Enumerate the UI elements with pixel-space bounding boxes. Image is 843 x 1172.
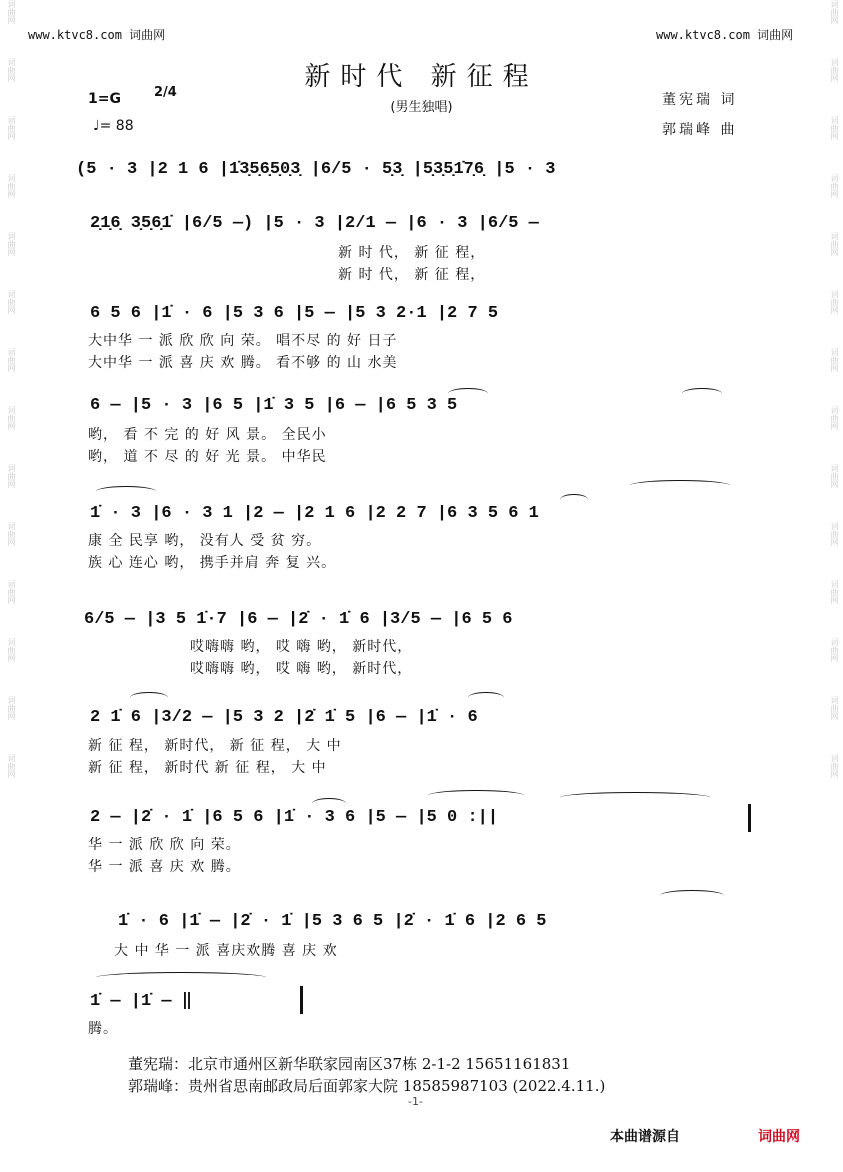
score-row-8-lyric-2: 华 一 派 喜 庆 欢 腾。	[88, 859, 241, 875]
tempo-marking: ♩= 88	[93, 118, 134, 134]
composer-credit: 郭瑞峰 曲	[662, 122, 738, 138]
score-row-1-notes: (5 · 3 |2 1 6 |1̇3̣5̣6̣5̣0̣3̣ |6/5 · 5̣3̣ |5̣3̣5̣1̇7̣6̣ |5 · 3	[76, 160, 556, 179]
score-row-5-lyric-2: 族 心 连心 哟， 携手并肩 奔 复 兴。	[88, 555, 337, 571]
score-row-10-notes: 1̇ — |1̇ — ‖	[90, 992, 193, 1011]
slur	[468, 692, 504, 703]
score-row-9-notes: 1̇ · 6 |1̇ — |2̇ · 1̇ |5 3 6 5 |2̇ · 1̇ 6 |2 6 5	[118, 912, 547, 931]
lyricist-credit: 董宪瑞 词	[662, 92, 738, 108]
final-barline	[300, 986, 303, 1014]
site-header-right[interactable]: www.ktvc8.com 词曲网	[656, 28, 794, 42]
lyricist-contact: 董宪瑞：北京市通州区新华联家园南区37栋 2-1-2 15651161831	[128, 1055, 571, 1073]
page-number: -1-	[408, 1095, 423, 1108]
slur	[560, 494, 588, 505]
score-row-6-lyric-2: 哎嗨嗨 哟， 哎 嗨 哟， 新时代，	[190, 661, 413, 677]
slur	[630, 480, 730, 491]
score-row-7-lyric-2: 新 征 程， 新时代 新 征 程， 大 中	[88, 760, 327, 776]
slur	[130, 692, 168, 703]
score-row-2-notes: 2̣1̣6̣ 3̣5̣6̣1̇ |6/5 —) |5 · 3 |2/1 — |6 · 3 |6/5 —	[90, 214, 539, 233]
score-row-2-lyric-1: 新 时 代， 新 征 程，	[338, 245, 486, 261]
score-row-6-lyric-1: 哎嗨嗨 哟， 哎 嗨 哟， 新时代，	[190, 639, 413, 655]
slur	[96, 486, 156, 497]
slur	[448, 388, 488, 399]
key-signature: 1=G	[88, 91, 121, 107]
site-header-left[interactable]: www.ktvc8.com 词曲网	[28, 28, 166, 42]
score-row-6-notes: 6/5 — |3 5 1̇·7 |6 — |2̇ · 1̇ 6 |3/5 — |6 5 6	[84, 610, 513, 629]
score-row-7-notes: 2 1̇ 6 |3/2 — |5 3 2 |2̇ 1̇ 5 |6 — |1̇ · 6	[90, 708, 478, 727]
score-row-10-lyric-1: 腾。	[88, 1021, 118, 1037]
score-row-3-notes: 6 5 6 |1̇ · 6 |5 3 6 |5 — |5 3 2·1 |2 7 5	[90, 304, 499, 323]
score-row-5-lyric-1: 康 全 民享 哟， 没有人 受 贫 穷。	[88, 533, 322, 549]
score-row-8-notes: 2 — |2̇ · 1̇ |6 5 6 |1̇ · 3 6 |5 — |5 0 :||	[90, 808, 499, 827]
score-row-3-lyric-1: 大中华 一 派 欣 欣 向 荣。 唱不尽 的 好 日子	[88, 333, 398, 349]
slur	[682, 388, 722, 399]
score-row-8-lyric-1: 华 一 派 欣 欣 向 荣。	[88, 837, 241, 853]
song-subtitle: (男生独唱)	[390, 100, 453, 115]
composer-contact: 郭瑞峰：贵州省思南邮政局后面郭家大院 18585987103 (2022.4.11.)	[128, 1077, 606, 1095]
score-row-4-lyric-1: 哟， 看 不 完 的 好 风 景。 全民小	[88, 427, 327, 443]
score-row-3-lyric-2: 大中华 一 派 喜 庆 欢 腾。 看不够 的 山 水美	[88, 355, 398, 371]
score-row-4-lyric-2: 哟， 道 不 尽 的 好 光 景。 中华民	[88, 449, 327, 465]
slur	[312, 798, 346, 809]
right-watermark-column: 词曲网 词曲网 词曲网 词曲网 词曲网 词曲网 词曲网 词曲网 词曲网 词曲网 词曲网 词曲网 词曲网 词曲网	[830, 0, 839, 778]
score-row-5-notes: 1̇ · 3 |6 · 3 1 |2 — |2 1 6 |2 2 7 |6 3 5 6 1	[90, 504, 539, 523]
watermark-text: 词曲网	[7, 0, 16, 24]
source-label: 本曲谱源自	[610, 1129, 680, 1145]
score-row-9-lyric-1: 大 中 华 一 派 喜庆欢腾 喜 庆 欢	[114, 943, 338, 959]
slur	[428, 790, 524, 801]
time-signature: 2/4	[154, 85, 177, 100]
score-row-2-lyric-2: 新 时 代， 新 征 程，	[338, 267, 486, 283]
song-title: 新时代 新征程	[304, 62, 539, 92]
score-row-4-notes: 6 — |5 · 3 |6 5 |1̇ 3 5 |6 — |6 5 3 5	[90, 396, 458, 415]
slur	[660, 890, 724, 901]
slur	[96, 972, 266, 983]
score-row-7-lyric-1: 新 征 程， 新时代， 新 征 程， 大 中	[88, 738, 342, 754]
source-brand-link[interactable]: 词曲网	[758, 1129, 800, 1145]
repeat-end-barline	[748, 804, 751, 832]
slur	[560, 792, 710, 803]
left-watermark-column: 词曲网 词曲网 词曲网 词曲网 词曲网 词曲网 词曲网 词曲网 词曲网 词曲网 词曲网 词曲网 词曲网 词曲网	[7, 0, 16, 778]
